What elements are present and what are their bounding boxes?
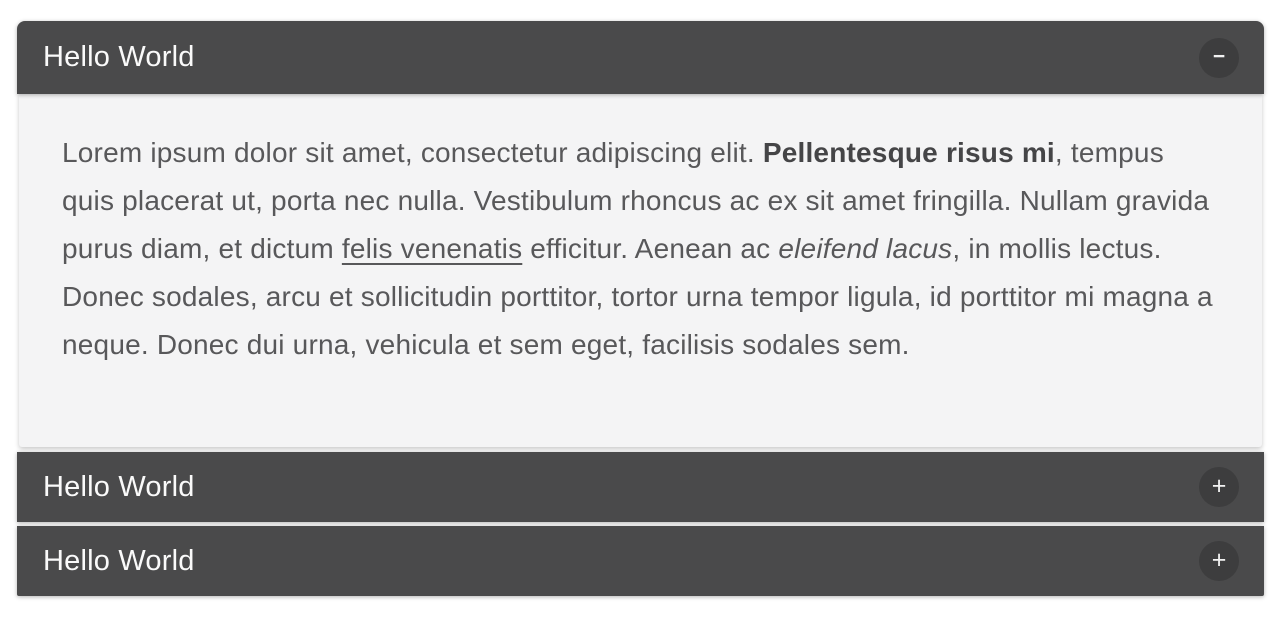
accordion-panel-1: [19, 94, 1262, 447]
text-segment-normal: , in mollis lectus. Donec sodales, arcu et sollicitudin porttitor, tortor urna tempor ligula, id porttitor mi magna a neque. Donec dui urna, vehicula et sem eget, facilisis sodales sem.: [62, 233, 1213, 360]
text-segment-bold: Pellentesque risus mi: [762, 137, 1055, 168]
accordion-title-3: Hello World: [43, 544, 195, 577]
accordion-item-3: [17, 526, 1264, 596]
expand-button-3[interactable]: [1199, 541, 1239, 581]
plus-icon: +: [1211, 545, 1227, 574]
accordion: [17, 21, 1264, 596]
text-segment-underline: felis venenatis: [341, 233, 523, 264]
text-segment-normal: efficitur. Aenean ac: [522, 233, 779, 264]
plus-icon: +: [1211, 471, 1227, 500]
text-segment-normal: , tempus quis placerat ut, porta nec nulla. Vestibulum rhoncus ac ex sit amet fringilla. Nullam gravida purus diam, et dictum: [62, 137, 1210, 264]
accordion-item-1: [17, 21, 1264, 447]
expand-button-2[interactable]: [1199, 467, 1239, 507]
accordion-header-2[interactable]: [17, 452, 1264, 522]
collapse-button-1[interactable]: [1199, 38, 1239, 78]
minus-icon: −: [1212, 45, 1226, 68]
accordion-item-2: [17, 452, 1264, 522]
accordion-title-2: Hello World: [43, 470, 195, 503]
text-segment-normal: Lorem ipsum dolor sit amet, consectetur adipiscing elit.: [62, 137, 763, 168]
accordion-title-1: Hello World: [43, 41, 195, 73]
text-segment-italic: eleifend lacus: [778, 233, 953, 264]
accordion-header-3[interactable]: [17, 526, 1264, 596]
accordion-header-1[interactable]: [17, 21, 1264, 94]
lorem-paragraph: [62, 129, 1221, 369]
